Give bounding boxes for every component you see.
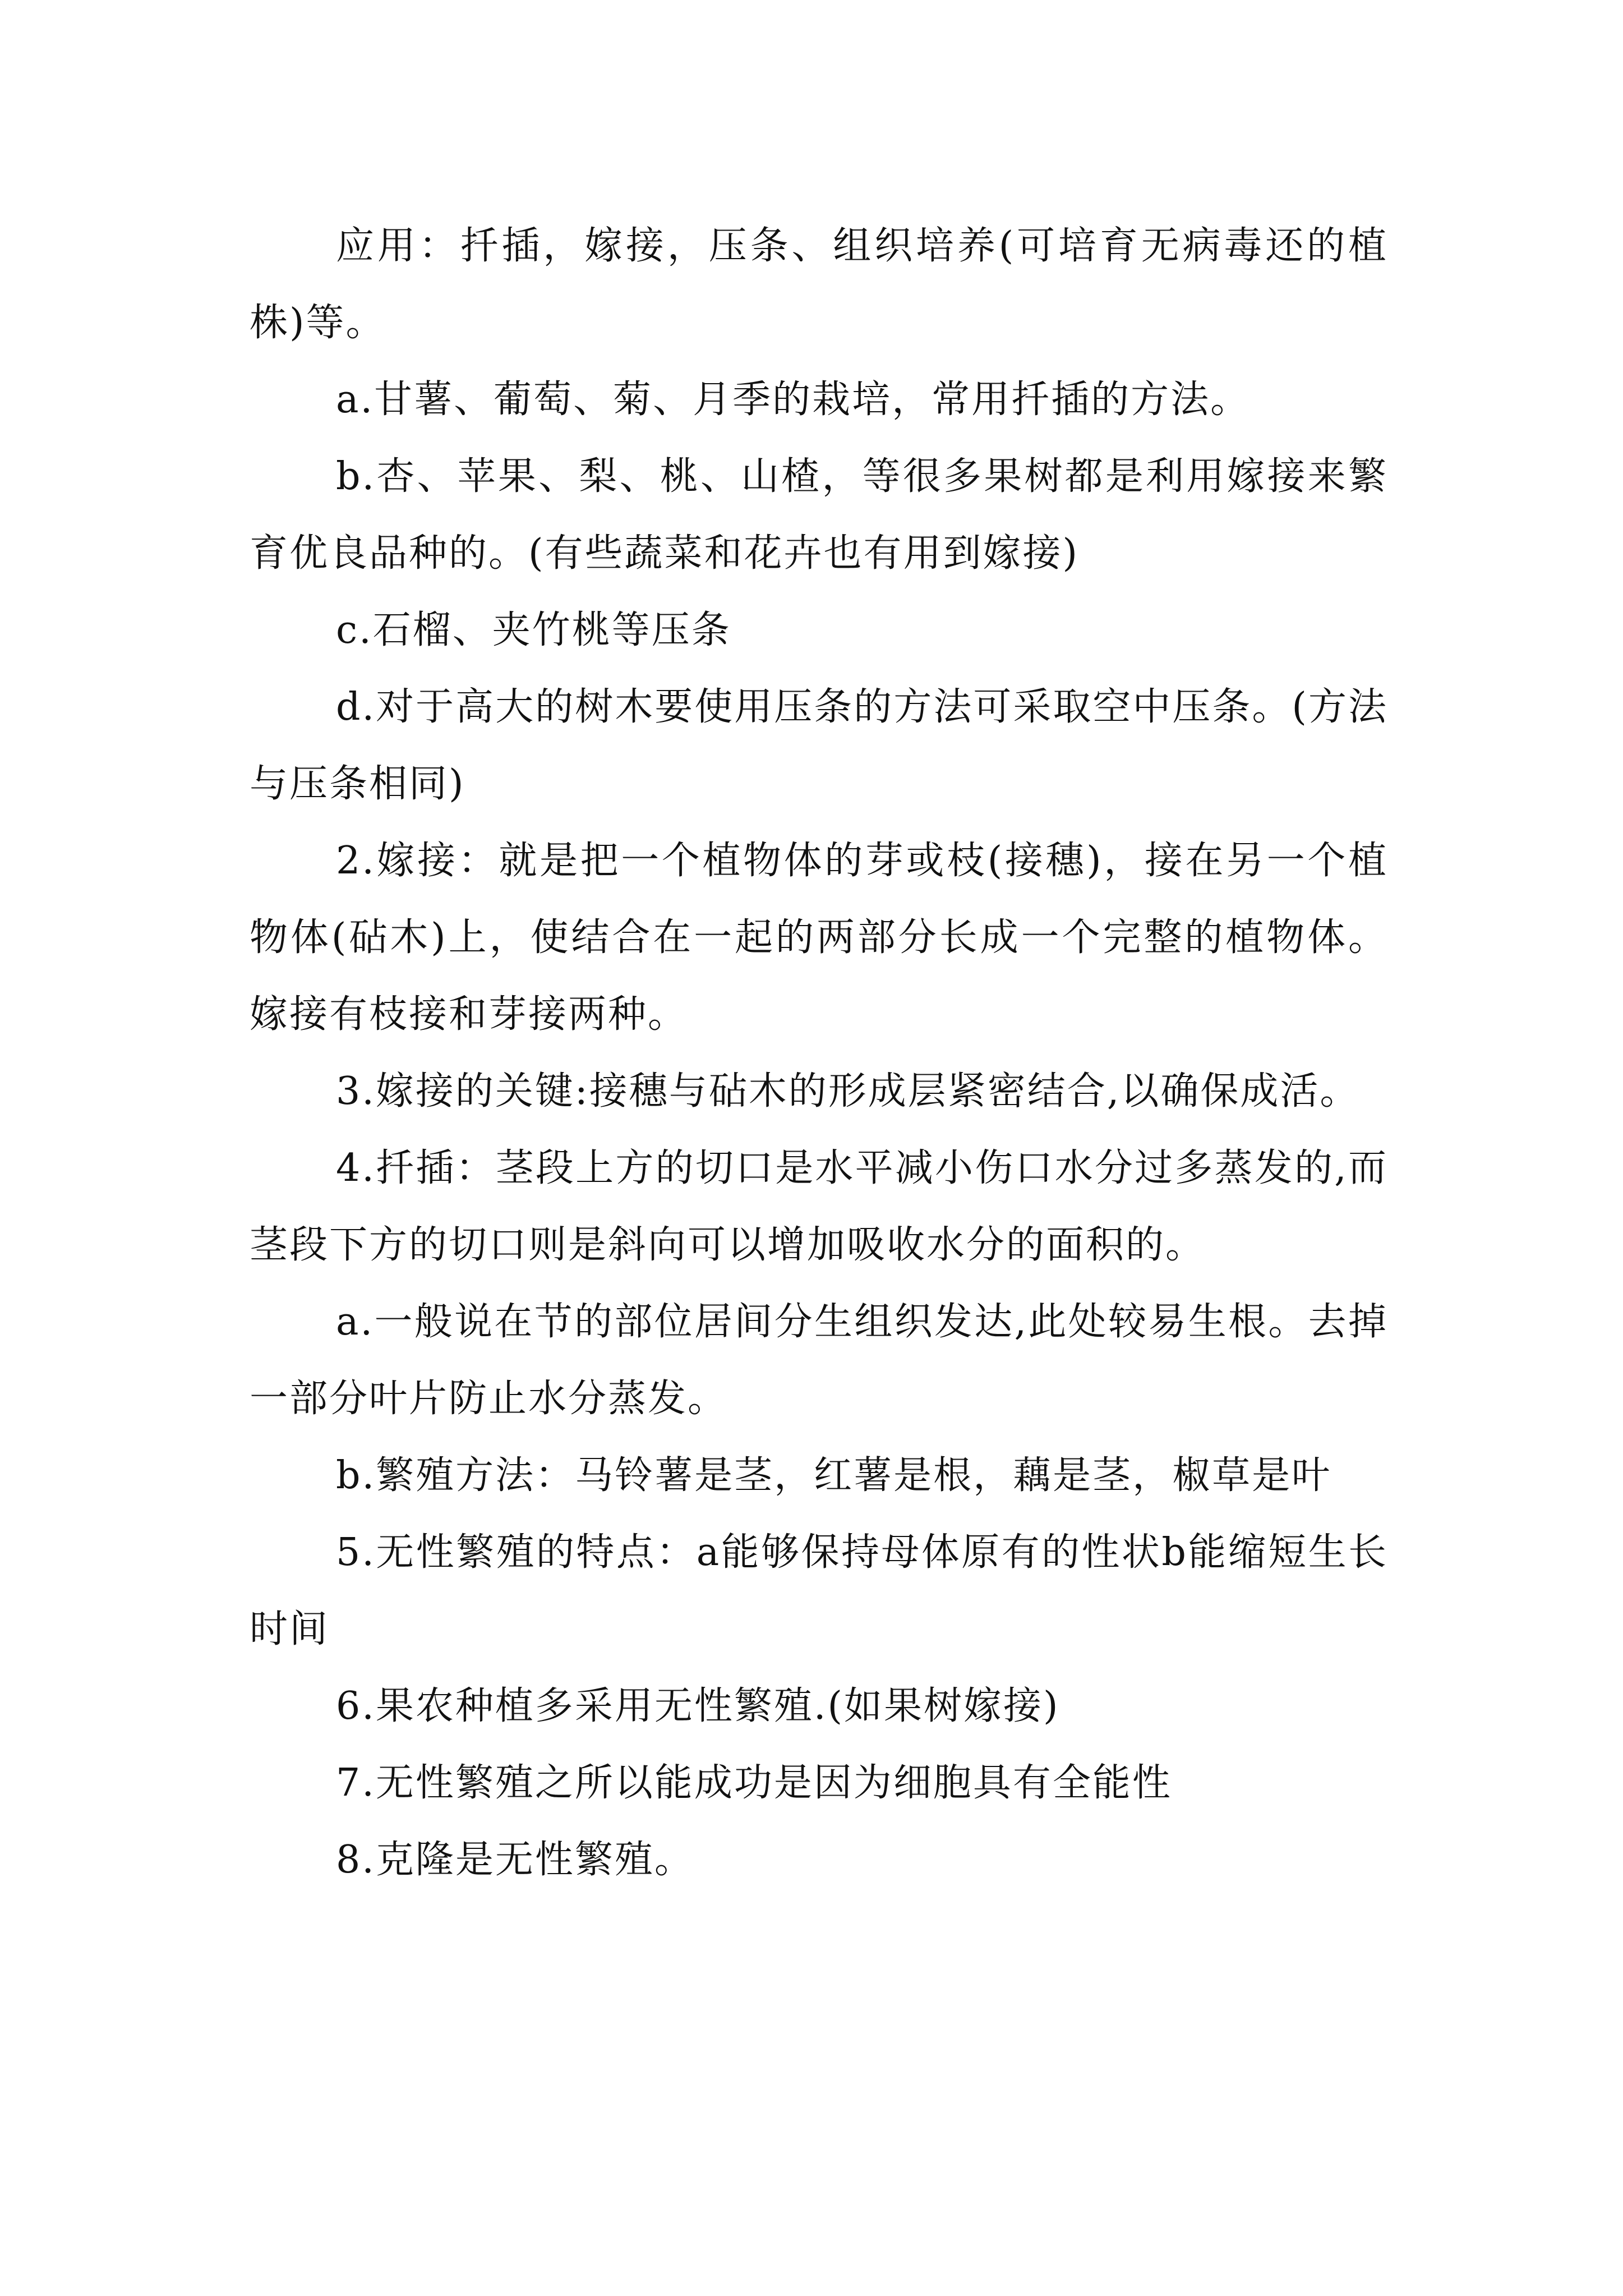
- paragraph-item-a-cuttings: a.甘薯、葡萄、菊、月季的栽培，常用扦插的方法。: [336, 378, 1251, 422]
- paragraph-4-cuttings: 4.扦插：茎段上方的切口是水平减小伤口水分过多蒸发的,而茎段下方的切口则是斜向可以增加吸收水分的面积的。: [250, 1146, 1388, 1267]
- paragraph-4b-methods: b.繁殖方法：马铃薯是茎，红薯是根，藕是茎，椒草是叶: [336, 1453, 1332, 1498]
- paragraph-7-totipotency: 7.无性繁殖之所以能成功是因为细胞具有全能性: [336, 1761, 1172, 1805]
- paragraph-item-b-grafting: b.杏、苹果、梨、桃、山楂，等很多果树都是利用嫁接来繁育优良品种的。(有些蔬菜和花卉也有用到嫁接): [250, 454, 1388, 576]
- paragraph-3-grafting-key: 3.嫁接的关键:接穗与砧木的形成层紧密结合,以确保成活。: [336, 1069, 1360, 1114]
- paragraph-4a-nodes: a.一般说在节的部位居间分生组织发达,此处较易生根。去掉一部分叶片防止水分蒸发。: [250, 1300, 1388, 1421]
- document-body: [250, 208, 1388, 1898]
- paragraph-item-c-layering: c.石榴、夹竹桃等压条: [336, 608, 731, 652]
- paragraph-applications: 应用：扦插，嫁接，压条、组织培养(可培育无病毒还的植株)等。: [250, 224, 1388, 345]
- paragraph-item-d-air-layering: d.对于高大的树木要使用压条的方法可采取空中压条。(方法与压条相同): [250, 685, 1388, 806]
- paragraph-8-cloning: 8.克隆是无性繁殖。: [336, 1838, 694, 1882]
- paragraph-5-characteristics: 5.无性繁殖的特点：a能够保持母体原有的性状b能缩短生长时间: [250, 1530, 1388, 1651]
- paragraph-6-fruit-farmers: 6.果农种植多采用无性繁殖.(如果树嫁接): [336, 1684, 1060, 1728]
- paragraph-2-grafting: 2.嫁接：就是把一个植物体的芽或枝(接穗)，接在另一个植物体(砧木)上，使结合在一起的两部分长成一个完整的植物体。嫁接有枝接和芽接两种。: [250, 839, 1388, 1037]
